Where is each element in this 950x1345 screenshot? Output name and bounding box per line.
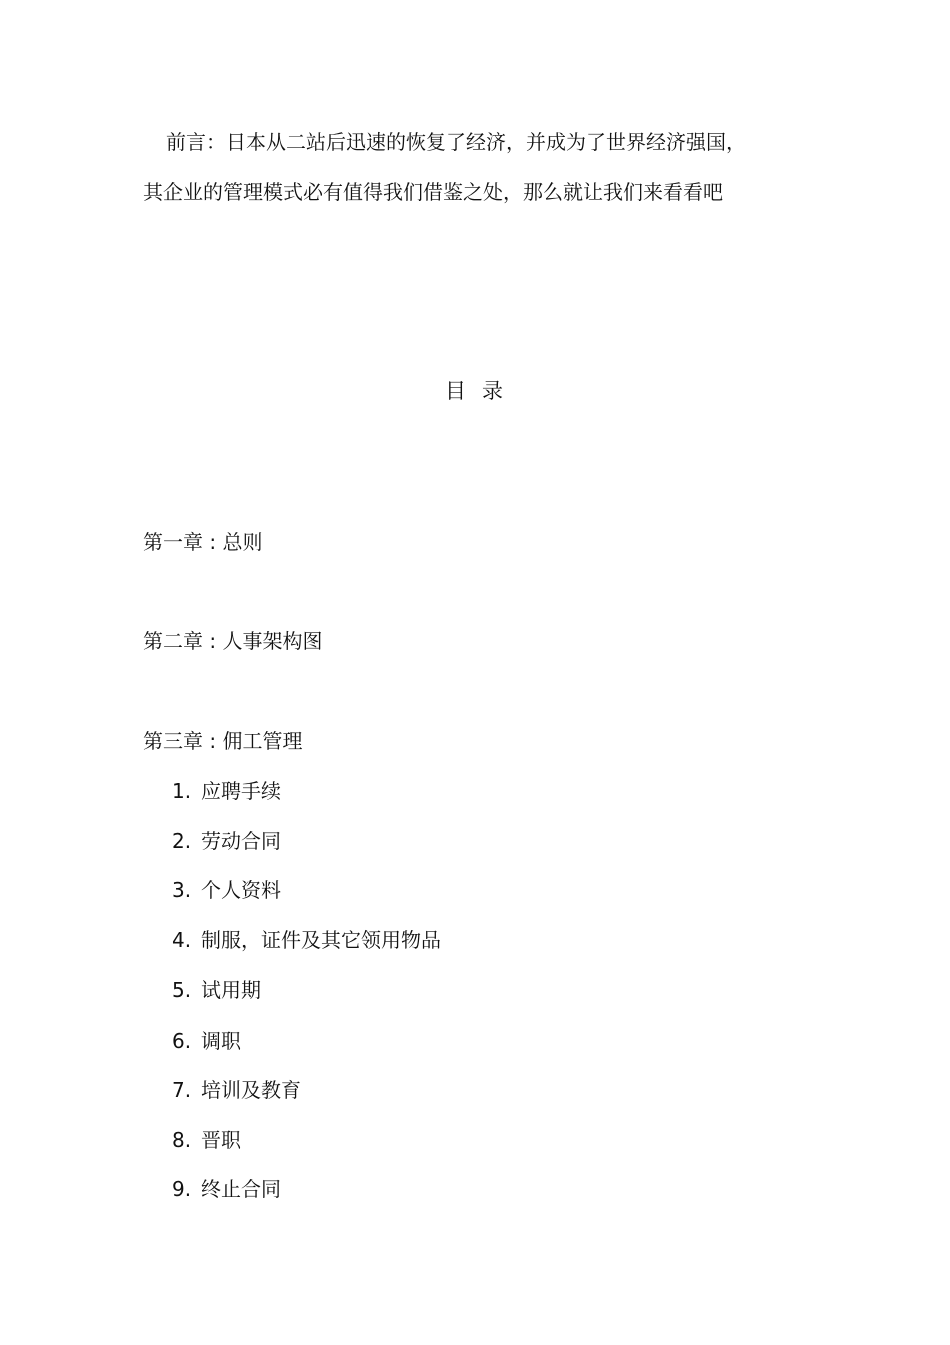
toc-chapter-3: 第三章 : 佣工管理 (143, 729, 303, 753)
toc-item-number: 8. (172, 1128, 192, 1152)
toc-item (172, 777, 281, 805)
toc-item-text: 培训及教育 (201, 1078, 301, 1102)
toc-item-number: 7. (172, 1078, 192, 1102)
toc-item-number: 3. (172, 878, 192, 902)
toc-item-text: 调职 (201, 1029, 241, 1053)
toc-item-text: 制服，证件及其它领用物品 (201, 928, 441, 952)
toc-title: 目录 (445, 379, 519, 403)
preface-line-1: 前言：日本从二站后迅速的恢复了经济，并成为了世界经济强国， (166, 130, 746, 154)
toc-item (172, 1175, 281, 1203)
toc-item-text: 劳动合同 (201, 829, 281, 853)
toc-item (172, 1076, 301, 1104)
toc-chapter-2: 第二章 : 人事架构图 (143, 629, 323, 653)
preface-line-2: 其企业的管理模式必有值得我们借鉴之处，那么就让我们来看看吧 (143, 180, 723, 204)
toc-item (172, 1027, 241, 1055)
toc-item-number: 6. (172, 1029, 192, 1053)
toc-item-number: 1. (172, 779, 192, 803)
toc-item (172, 976, 261, 1004)
toc-item-text: 试用期 (201, 978, 261, 1002)
toc-item-number: 2. (172, 829, 192, 853)
toc-item-text: 个人资料 (201, 878, 281, 902)
toc-item (172, 926, 441, 954)
toc-item (172, 1126, 241, 1154)
toc-item-text: 应聘手续 (201, 779, 281, 803)
toc-chapter-1: 第一章 : 总则 (143, 530, 263, 554)
toc-item (172, 827, 281, 855)
toc-item-text: 晋职 (201, 1128, 241, 1152)
toc-item (172, 876, 281, 904)
toc-item-number: 4. (172, 928, 192, 952)
toc-item-number: 5. (172, 978, 192, 1002)
toc-item-text: 终止合同 (201, 1177, 281, 1201)
toc-item-number: 9. (172, 1177, 192, 1201)
